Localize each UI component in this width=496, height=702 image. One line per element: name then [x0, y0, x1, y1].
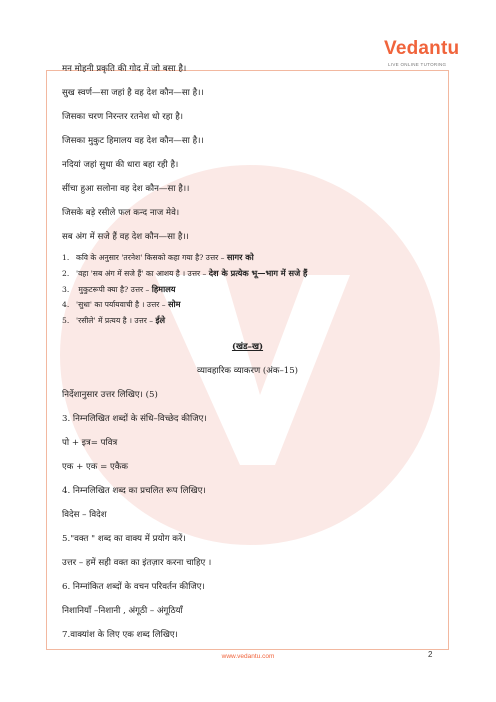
question-answer: ईले	[155, 315, 166, 325]
question-answer: देश के प्रत्येक भू—भाग में सजे हैं	[208, 268, 308, 278]
question-answer: सागर को	[226, 252, 254, 262]
poem-line: मन मोहनी प्रकृति की गोद में जो बसा है।	[62, 64, 187, 74]
page-number: 2	[428, 650, 433, 659]
poem-line: सब अंग में सजे हैं वह देश कौन—सा है।।	[62, 232, 189, 242]
question-item	[62, 299, 181, 310]
grammar-line: 6. निम्नांकित शब्दों के वचन परिवर्तन कीजिए।	[62, 582, 205, 592]
grammar-line: 5."वक्त " शब्द का वाक्य में प्रयोग करें।	[62, 534, 186, 544]
grammar-line: निशानियाँ –निशानी , अंगूठी – अंगूठियाँ	[62, 606, 183, 616]
question-number: 4.	[62, 300, 70, 309]
section-instruction: निर्देशानुसार उत्तर लिखिए। (5)	[62, 390, 158, 400]
poem-line: जिसका चरण निरन्तर रतनेश धो रहा है।	[62, 112, 184, 122]
poem-line: नदियां जहां सुधा की धारा बहा रही है।	[62, 160, 179, 170]
poem-line: सुख स्वर्ण—सा जहां है वह देश कौन—सा है।।	[62, 88, 204, 98]
question-item	[62, 284, 176, 295]
section-title: व्यावहारिक व्याकरण (अंक–15)	[196, 366, 299, 376]
khand-label: (खंड–ख)	[231, 342, 264, 352]
question-text: मुकुटरूपी क्या है? उत्तर –	[76, 285, 152, 294]
question-text: 'सुधा' का पर्यायवाची है । उत्तर –	[76, 300, 168, 309]
poem-line: जिसके बड़े रसीले फल कन्द नाज मेवे।	[62, 208, 180, 218]
question-number: 3.	[62, 285, 70, 294]
question-text: 'वहा 'सब अंग में सजे हैं' का आशय है । उत्तर –	[76, 269, 209, 278]
question-text: कवि के अनुसार 'तरनेश' किसको कहा गया है? उत्तर –	[76, 253, 227, 262]
logo-tagline: LIVE ONLINE TUTORING	[388, 62, 447, 67]
grammar-line: 3. निम्नलिखित शब्दों के संधि–विच्छेद कीजिए।	[62, 414, 207, 424]
grammar-line: उत्तर – हमें सही वक्त का इंतज़ार करना चाहिए ।	[62, 558, 212, 568]
question-number: 5.	[62, 316, 70, 325]
grammar-line: एक + एक = एकैक	[62, 462, 128, 472]
grammar-line: 4. निम्नलिखित शब्द का प्रचलित रूप लिखिए।	[62, 486, 206, 496]
footer-url[interactable]: www.vedantu.com	[221, 653, 275, 660]
logo-wordmark: Vedantu	[384, 38, 460, 59]
question-text: 'रसीले' में प्रत्यय है । उत्तर –	[76, 316, 156, 325]
question-answer: सोम	[167, 299, 181, 309]
question-item	[62, 315, 165, 326]
vedantu-logo	[384, 38, 462, 70]
section-khand	[46, 340, 449, 352]
grammar-line: 7.वाक्यांश के लिए एक शब्द लिखिए।	[62, 630, 178, 640]
question-item	[62, 252, 254, 263]
grammar-line: विदेस – विदेश	[62, 510, 107, 520]
question-number: 2.	[62, 269, 70, 278]
poem-line: सींचा हुआ सलोना वह देश कौन—सा है।।	[62, 184, 190, 194]
question-answer: हिमालय	[151, 284, 176, 294]
grammar-line: पो + इत्र= पवित्र	[62, 438, 118, 448]
question-number: 1.	[62, 253, 70, 262]
poem-line: जिसका मुकुट हिमालय वह देश कौन—सा है।।	[62, 136, 204, 146]
question-item	[62, 268, 307, 279]
